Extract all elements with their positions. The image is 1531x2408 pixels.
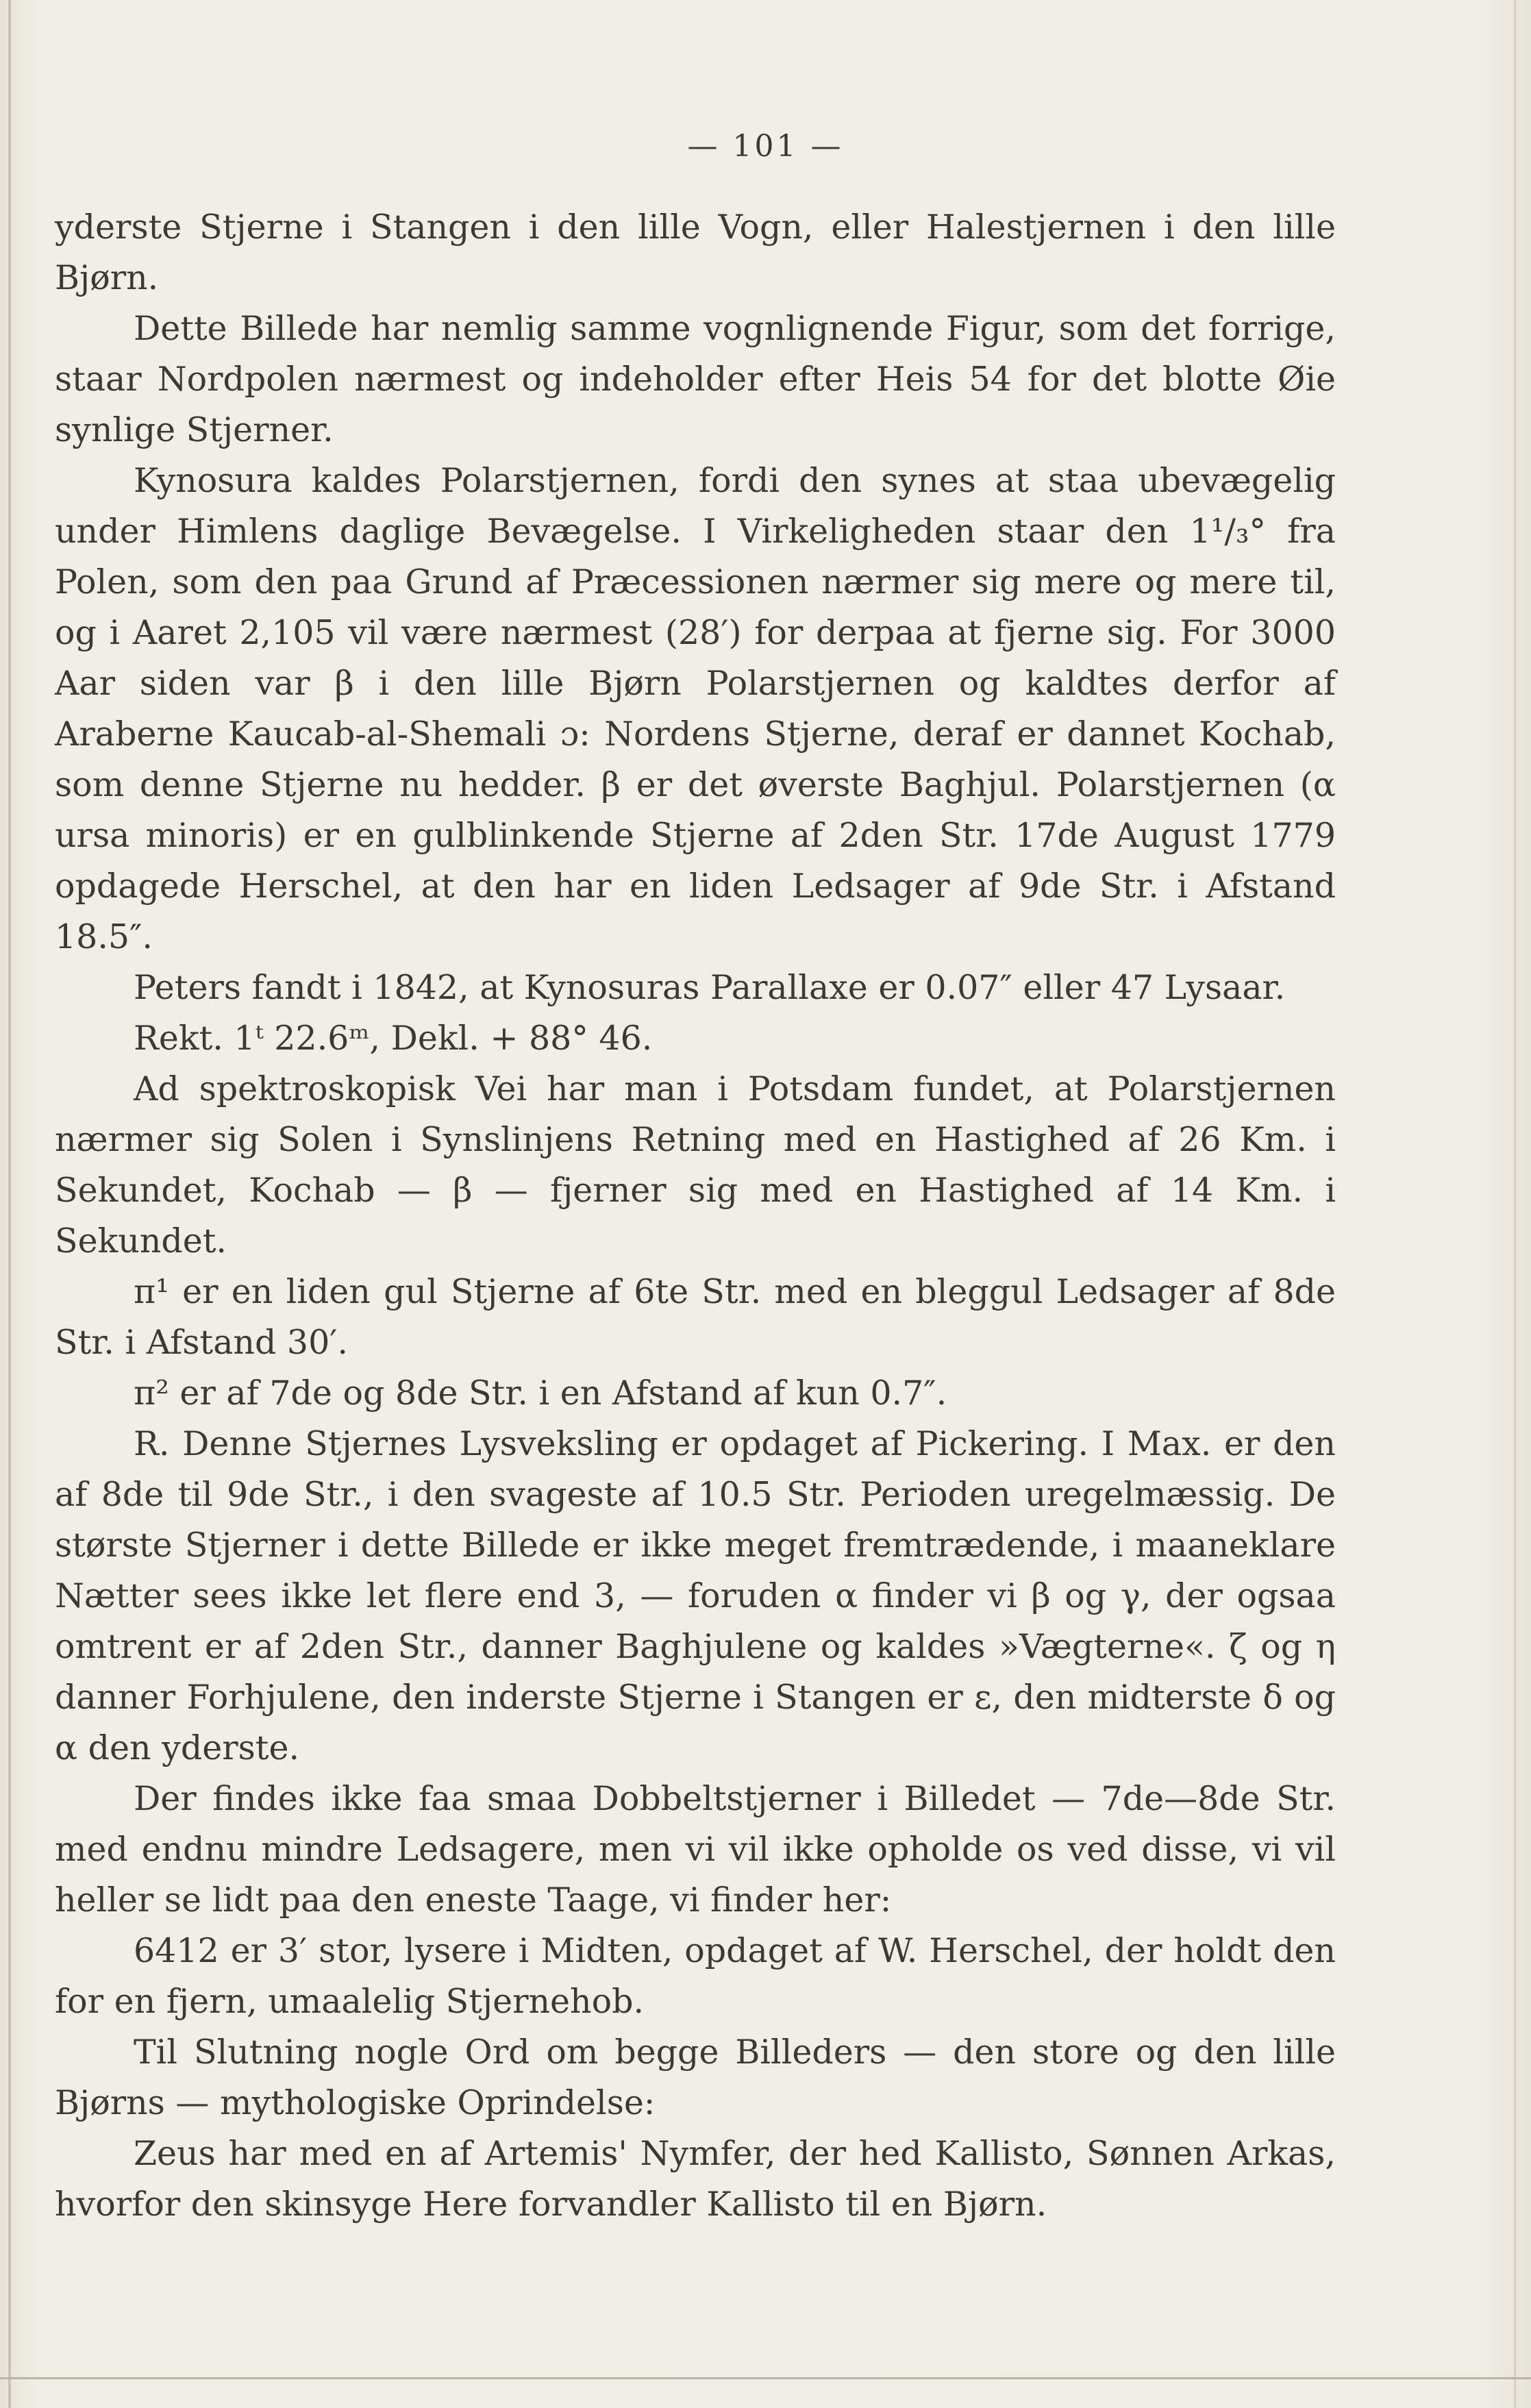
paragraph: Dette Billede har nemlig samme vognlignende Figur, som det forrige, staar Nordpolen nærmest og indeholder efter Heis 54 for det blotte Øie synlige Stjerner. <box>55 309 1336 449</box>
paragraph: yderste Stjerne i Stangen i den lille Vogn, eller Halestjernen i den lille Bjørn. <box>55 208 1336 297</box>
page-edge-left <box>8 0 11 2408</box>
paragraph: R. Denne Stjernes Lysveksling er opdaget af Pickering. I Max. er den af 8de til 9de Str., i den svageste af 10.5 Str. Perioden uregelmæssig. De største Stjerner i dette Billede er ikke meget fremtrædende, i maaneklare Nætter sees ikke let flere end 3, — foruden α finder vi β og γ, der ogsaa omtrent er af 2den Str., danner Baghjulene og kaldes »Vægterne«. ζ og η danner Forhjulene, den inderste Stjerne i Stangen er ε, den midterste δ og α den yderste. <box>55 1424 1336 1767</box>
paragraph: Rekt. 1ᵗ 22.6ᵐ, Dekl. + 88° 46. <box>134 1019 653 1058</box>
paragraph: 6412 er 3′ stor, lysere i Midten, opdaget af W. Herschel, der holdt den for en fjern, umaalelig Stjernehob. <box>55 1931 1336 2021</box>
paragraph: Peters fandt i 1842, at Kynosuras Parallaxe er 0.07″ eller 47 Lysaar. <box>134 968 1286 1007</box>
paragraph: Kynosura kaldes Polarstjernen, fordi den synes at staa ubevægelig under Himlens daglige Bevægelse. I Virkeligheden staar den 1¹/₃° fra Polen, som den paa Grund af Præcessionen nærmer sig mere og mere til, og i Aaret 2,105 vil være nærmest (28′) for derpaa at fjerne sig. For 3000 Aar siden var β i den lille Bjørn Polarstjernen og kaldtes derfor af Araberne Kaucab-al-Shemali ɔ: Nordens Stjerne, deraf er dannet Kochab, som denne Stjerne nu hedder. β er det øverste Baghjul. Polarstjernen (α ursa minoris) er en gulblinkende Stjerne af 2den Str. 17de August 1779 opdagede Herschel, at den har en liden Ledsager af 9de Str. i Afstand 18.5″. <box>55 461 1336 956</box>
paragraph: Til Slutning nogle Ord om begge Billeders — den store og den lille Bjørns — mythologiske Oprindelse: <box>55 2033 1336 2122</box>
paragraph: π² er af 7de og 8de Str. i en Afstand af kun 0.7″. <box>134 1374 947 1413</box>
page-bottom-edge <box>0 2377 1531 2379</box>
paragraph: π¹ er en liden gul Stjerne af 6te Str. med en bleggul Ledsager af 8de Str. i Afstand 30′. <box>55 1272 1336 1362</box>
body-text <box>55 202 1336 2230</box>
page-edge-right <box>1514 0 1516 2408</box>
paragraph: Zeus har med en af Artemis' Nymfer, der hed Kallisto, Sønnen Arkas, hvorfor den skinsyge Here forvandler Kallisto til en Bjørn. <box>55 2134 1336 2224</box>
page-number: — 101 — <box>687 129 844 164</box>
paragraph: Der findes ikke faa smaa Dobbeltstjerner i Billedet — 7de—8de Str. med endnu mindre Ledsagere, men vi vil ikke opholde os ved disse, vi vil heller se lidt paa den eneste Taage, vi finder her: <box>55 1779 1336 1920</box>
paragraph: Ad spektroskopisk Vei har man i Potsdam fundet, at Polarstjernen nærmer sig Solen i Synslinjens Retning med en Hastighed af 26 Km. i Sekundet, Kochab — β — fjerner sig med en Hastighed af 14 Km. i Sekundet. <box>55 1069 1336 1261</box>
